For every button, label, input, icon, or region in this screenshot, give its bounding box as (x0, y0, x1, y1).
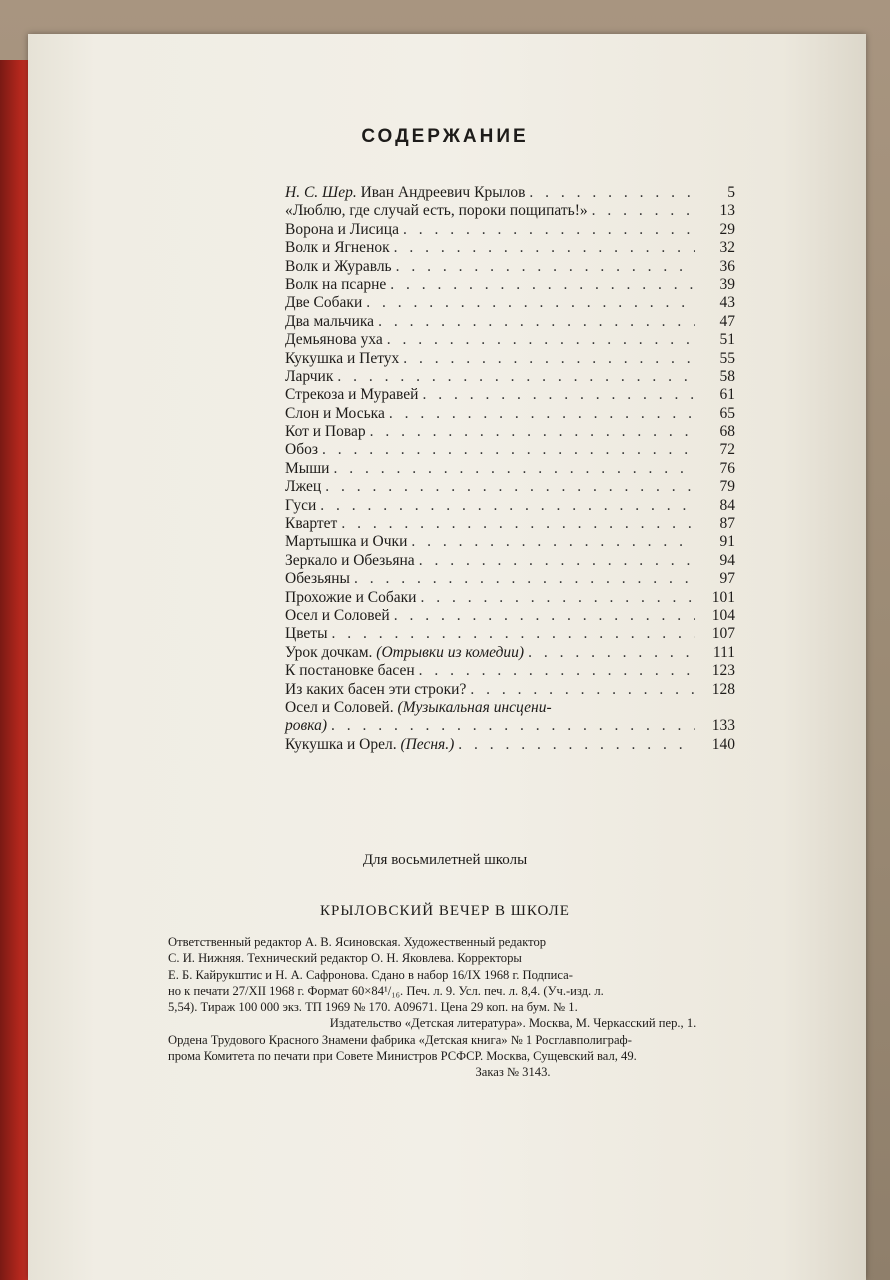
toc-entry-name: Кукушка и Петух (285, 349, 400, 367)
toc-leader-dots (366, 423, 695, 441)
toc-entry-title (285, 552, 415, 570)
toc-entry-note: (Музыкальная инсцени- (393, 698, 552, 716)
toc-entry-page: 72 (719, 441, 735, 459)
toc-entry-title (285, 423, 366, 441)
toc-entry-title (285, 478, 321, 496)
imprint-line: Издательство «Детская литература». Москва, М. Черкасский пер., 1. (329, 1016, 697, 1031)
toc-leader-dots (374, 313, 695, 331)
toc-entry-name: Обезьяны (285, 570, 350, 588)
toc-entry-name: Прохожие и Собаки (285, 588, 417, 606)
toc-leader-dots (333, 368, 695, 386)
toc-entry-name: Гуси (285, 496, 317, 514)
toc-leader-dots (327, 717, 695, 735)
toc-entry-page: 133 (711, 717, 735, 735)
toc-entry-page: 111 (712, 643, 735, 661)
toc-entry (285, 239, 735, 257)
table-of-contents (285, 184, 735, 754)
toc-entry-page: 32 (719, 239, 735, 257)
toc-entry-name: Лжец (285, 478, 322, 496)
imprint-line: прома Комитета по печати при Совете Министров РСФСР. Москва, Сущевский вал, 49. (168, 1049, 637, 1064)
toc-entry (285, 350, 735, 368)
imprint-line: Ответственный редактор А. В. Ясиновская. Художественный редактор (168, 935, 547, 949)
toc-leader-dots (321, 478, 695, 496)
toc-entry-page: 94 (719, 551, 735, 569)
toc-entry-title (285, 460, 329, 478)
toc-entry-title (285, 405, 385, 423)
toc-entry (285, 460, 735, 478)
toc-leader-dots (383, 331, 695, 349)
toc-entry-page: 101 (711, 588, 735, 606)
toc-entry-title (285, 515, 337, 533)
toc-entry (285, 258, 735, 276)
toc-entry-name: Кот и Повар (285, 423, 366, 441)
toc-entry (285, 276, 735, 294)
toc-entry (285, 589, 735, 607)
imprint-line: 5,54). Тираж 100 000 экз. ТП 1969 № 170. А09671. Цена 29 коп. на бум. № 1. (168, 1000, 578, 1015)
toc-entry-page: 79 (719, 478, 735, 496)
toc-entry (285, 184, 735, 202)
toc-entry-name: Ворона и Лисица (285, 220, 399, 238)
toc-entry-name: Демьянова уха (285, 331, 383, 349)
toc-entry-page: 39 (719, 275, 735, 293)
toc-entry-page: 84 (719, 496, 735, 514)
toc-entry (285, 386, 735, 404)
toc-entry (285, 313, 735, 331)
toc-entry-author: Н. С. Шер. (285, 184, 357, 201)
toc-entry-title (285, 258, 392, 276)
toc-leader-dots (328, 625, 696, 643)
toc-leader-dots (588, 202, 695, 220)
toc-leader-dots (316, 497, 695, 515)
toc-entry (285, 533, 735, 551)
toc-leader-dots (392, 258, 695, 276)
toc-entry-name: Слон и Моська (285, 404, 385, 422)
toc-entry-page: 36 (719, 257, 735, 275)
toc-entry-page: 43 (719, 294, 735, 312)
toc-leader-dots (390, 239, 695, 257)
toc-entry (285, 644, 735, 662)
toc-leader-dots (337, 515, 695, 533)
toc-entry-page: 68 (719, 423, 735, 441)
toc-entry-title (285, 441, 318, 459)
toc-entry-title (285, 221, 399, 239)
toc-entry-page: 47 (719, 312, 735, 330)
toc-entry-name: Два мальчика (285, 312, 375, 330)
toc-entry (285, 423, 735, 441)
toc-entry-page: 140 (711, 735, 735, 753)
toc-leader-dots (415, 662, 695, 680)
toc-leader-dots (454, 736, 695, 754)
toc-entry-title (285, 239, 390, 257)
toc-entry-title (285, 662, 415, 680)
toc-entry (285, 662, 735, 680)
book-title: КРЫЛОВСКИЙ ВЕЧЕР В ШКОЛЕ (320, 903, 570, 919)
toc-entry-title (285, 386, 418, 404)
toc-entry-page: 128 (711, 680, 735, 698)
toc-leader-dots (318, 441, 695, 459)
toc-leader-dots (399, 221, 695, 239)
toc-entry (285, 699, 735, 717)
toc-entry-name: Мартышка и Очки (285, 533, 408, 551)
page-heading: СОДЕРЖАНИЕ (361, 126, 529, 147)
toc-entry-title (285, 681, 466, 699)
toc-entry (285, 736, 735, 754)
toc-entry-page: 107 (711, 625, 735, 643)
toc-leader-dots (362, 294, 695, 312)
imprint-block (168, 934, 858, 1081)
toc-entry-title (285, 497, 316, 515)
toc-entry-page: 97 (719, 570, 735, 588)
imprint-line: С. И. Нижняя. Технический редактор О. Н. Яковлева. Корректоры (168, 951, 522, 966)
imprint-line: Е. Б. Кайрукштис и Н. А. Сафронова. Сдано в набор 16/IX 1968 г. Подписа- (168, 967, 573, 982)
toc-leader-dots (385, 405, 695, 423)
toc-entry-name: Волк на псарне (285, 275, 387, 293)
toc-entry-note: (Песня.) (396, 735, 455, 753)
toc-entry-name: Две Собаки (285, 294, 363, 312)
toc-entry-title (285, 350, 399, 368)
toc-entry-title (285, 533, 407, 551)
toc-entry-note: (Отрывки из комедии) (372, 643, 525, 661)
toc-entry-page: 61 (719, 386, 735, 404)
toc-entry-title (285, 625, 328, 643)
toc-leader-dots (415, 552, 695, 570)
imprint-line: Ордена Трудового Красного Знамени фабрика «Детская книга» № 1 Росглавполиграф- (168, 1032, 632, 1047)
toc-leader-dots (329, 460, 695, 478)
toc-entry-title (285, 202, 588, 220)
toc-entry-name: К постановке басен (285, 662, 415, 680)
toc-leader-dots (390, 607, 695, 625)
toc-entry (285, 717, 735, 735)
toc-entry-page: 76 (719, 459, 735, 477)
toc-entry-page: 13 (719, 202, 735, 220)
toc-entry-name: Мыши (285, 459, 330, 477)
toc-entry (285, 202, 735, 220)
toc-entry (285, 368, 735, 386)
toc-entry-title (285, 699, 552, 717)
toc-leader-dots (386, 276, 695, 294)
toc-entry-name: Цветы (285, 625, 328, 643)
toc-entry-page: 29 (719, 220, 735, 238)
toc-entry-name: Волк и Ягненок (285, 239, 390, 257)
toc-leader-dots (407, 533, 695, 551)
toc-leader-dots (399, 350, 695, 368)
toc-leader-dots (525, 184, 695, 202)
toc-entry-title (285, 276, 386, 294)
toc-leader-dots (418, 386, 695, 404)
toc-entry (285, 625, 735, 643)
toc-entry-page: 51 (719, 331, 735, 349)
toc-entry-title (285, 570, 350, 588)
toc-entry-page: 104 (711, 606, 735, 624)
toc-entry-title (285, 589, 416, 607)
toc-entry (285, 515, 735, 533)
toc-entry-page: 5 (727, 184, 735, 201)
toc-entry-page: 123 (711, 662, 735, 680)
toc-entry-page: 65 (719, 404, 735, 422)
toc-entry-name: Квартет (285, 515, 338, 533)
toc-entry (285, 294, 735, 312)
toc-entry-name: Урок дочкам. (285, 643, 373, 661)
toc-entry-title (285, 644, 524, 662)
toc-entry-name: Зеркало и Обезьяна (285, 551, 415, 569)
toc-entry-name: Осел и Соловей. (285, 698, 394, 716)
imprint-line: но к печати 27/XII 1968 г. Формат 60×84¹/₁₆. Печ. л. 9. Усл. печ. л. 8,4. (Уч.-изд. л. (168, 983, 604, 998)
toc-entry (285, 331, 735, 349)
toc-entry-title (285, 294, 362, 312)
toc-entry-name: Волк и Журавль (285, 257, 392, 275)
toc-entry-name: Стрекоза и Муравей (285, 386, 419, 404)
toc-entry (285, 497, 735, 515)
toc-entry-page: 91 (719, 533, 735, 551)
toc-entry (285, 570, 735, 588)
toc-entry-name: Кукушка и Орел. (285, 735, 397, 753)
toc-entry-title (285, 331, 383, 349)
toc-entry-name: «Люблю, где случай есть, пороки пощипать!» (285, 202, 588, 220)
toc-entry-title (285, 313, 374, 331)
toc-entry-name: Иван Андреевич Крылов (356, 184, 526, 201)
toc-entry-title (285, 184, 525, 202)
toc-entry (285, 405, 735, 423)
toc-entry-page: 58 (719, 367, 735, 385)
toc-leader-dots (466, 681, 695, 699)
toc-entry-page: 87 (719, 515, 735, 533)
toc-entry-title (285, 736, 454, 754)
toc-entry-title (285, 717, 327, 735)
toc-entry (285, 681, 735, 699)
toc-entry-note: ровка) (285, 717, 328, 735)
toc-entry-name: Осел и Соловей (285, 606, 390, 624)
school-label: Для восьмилетней школы (362, 852, 528, 868)
toc-entry-name: Из каких басен эти строки? (285, 680, 467, 698)
toc-entry-page: 55 (719, 349, 735, 367)
toc-leader-dots (524, 644, 695, 662)
toc-leader-dots (350, 570, 695, 588)
toc-entry (285, 478, 735, 496)
toc-entry-title (285, 607, 390, 625)
toc-entry (285, 221, 735, 239)
toc-entry-title (285, 368, 333, 386)
toc-leader-dots (416, 589, 695, 607)
toc-entry (285, 441, 735, 459)
toc-entry (285, 552, 735, 570)
imprint-line: Заказ № 3143. (475, 1065, 551, 1080)
toc-entry-name: Ларчик (285, 367, 334, 385)
toc-entry (285, 607, 735, 625)
toc-entry-name: Обоз (285, 441, 318, 459)
